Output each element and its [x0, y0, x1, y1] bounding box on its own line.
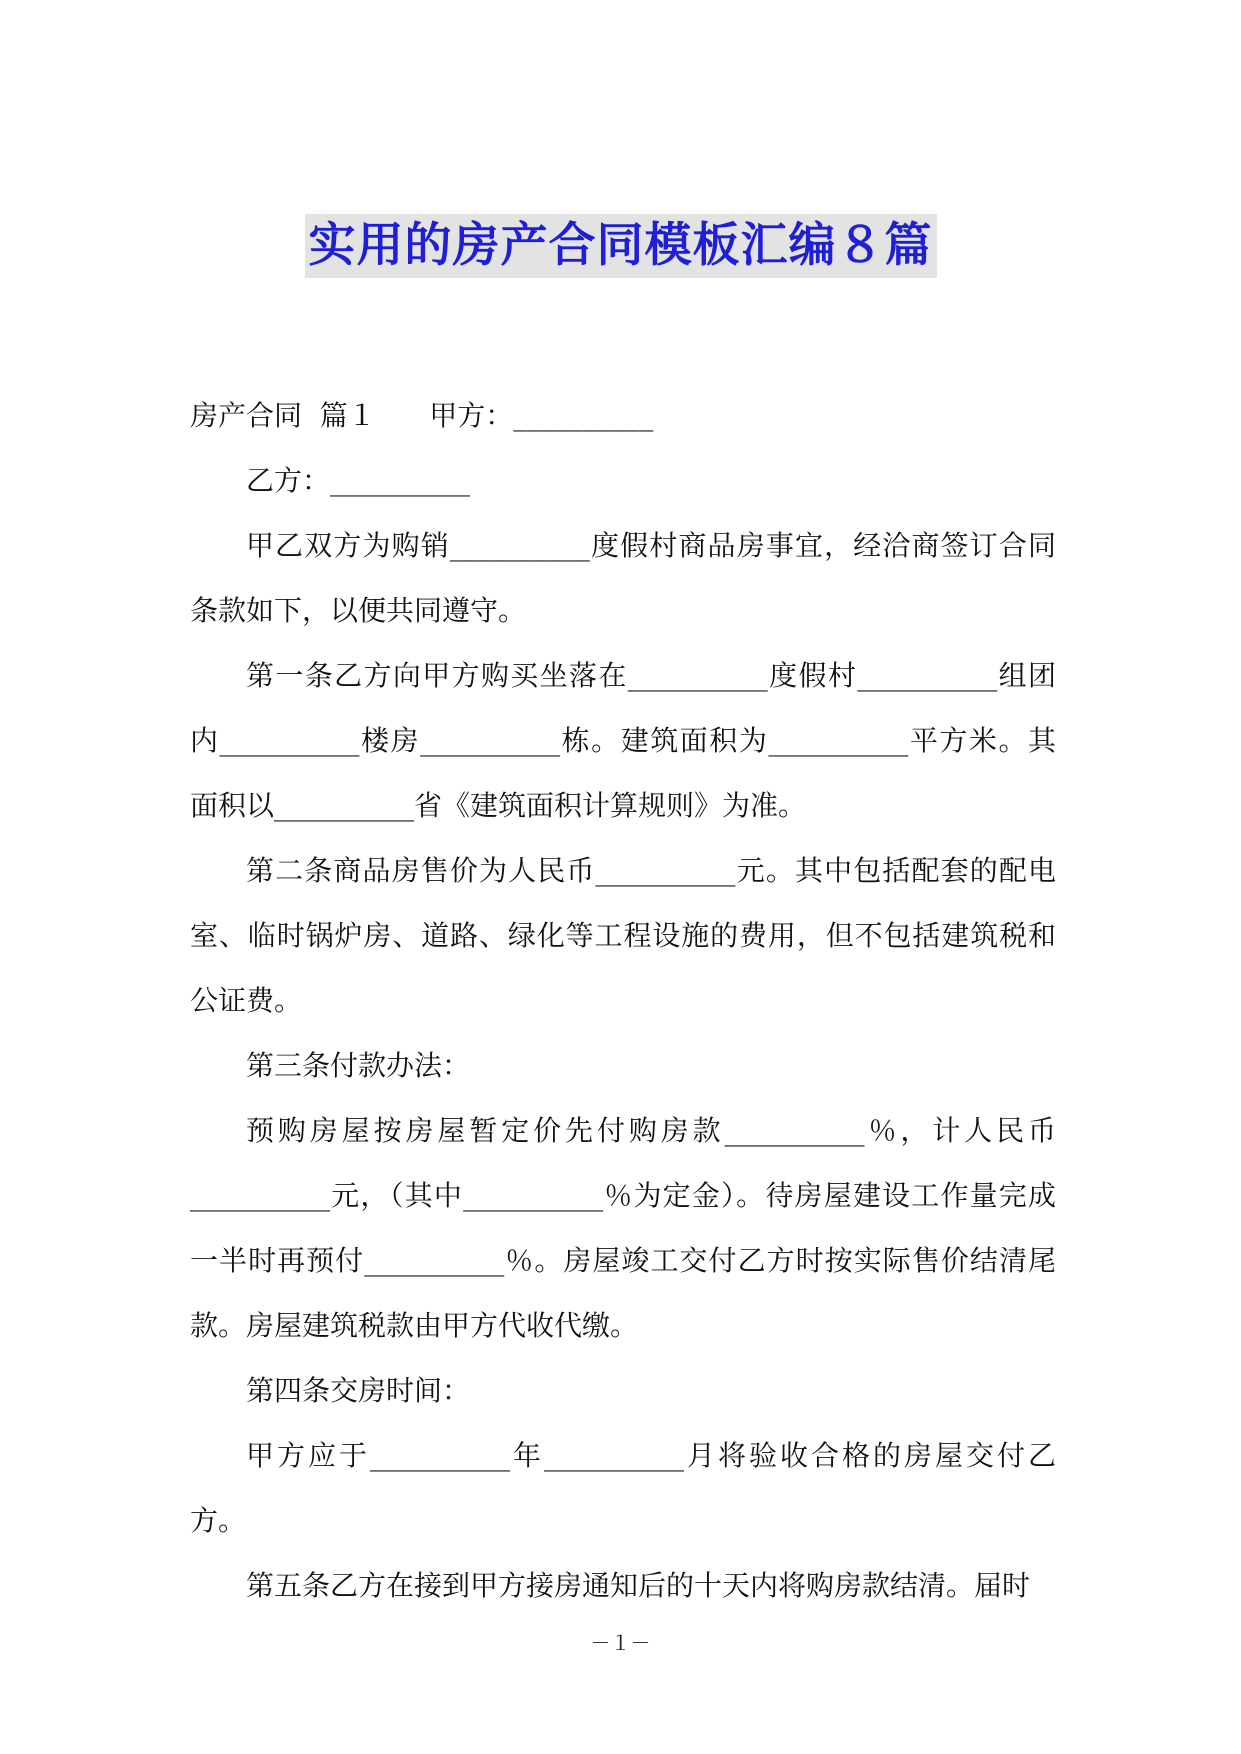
paragraph-article-5: 第五条乙方在接到甲方接房通知后的十天内将购房款结清。届时	[246, 1569, 1031, 1602]
paragraph-article-3-heading: 第三条付款办法：	[246, 1049, 471, 1082]
paragraph-header-party-a: 房产合同 篇１ 甲方：__________	[190, 399, 654, 432]
title-container	[0, 214, 1241, 278]
document-body	[190, 383, 1056, 1618]
paragraph-article-4-heading: 第四条交房时间：	[246, 1374, 471, 1407]
document-title: 实用的房产合同模板汇编８篇	[305, 214, 937, 278]
paragraph-intro: 甲乙双方为购销__________度假村商品房事宜，经洽商签订合同条款如下，以便共同遵守。	[190, 529, 1056, 627]
page-number: －１－	[590, 1631, 651, 1655]
paragraph-article-4-body: 甲方应于__________年__________月将验收合格的房屋交付乙方。	[190, 1439, 1056, 1537]
paragraph-party-b: 乙方：__________	[246, 464, 471, 497]
paragraph-article-1: 第一条乙方向甲方购买坐落在__________度假村__________组团内__________楼房__________栋。建筑面积为__________平方米。其面积以__________省《建筑面积计算规则》为准。	[190, 659, 1056, 822]
paragraph-article-3-body: 预购房屋按房屋暂定价先付购房款__________％，计人民币__________元，（其中__________％为定金）。待房屋建设工作量完成一半时再预付__________％。房屋竣工交付乙方时按实际售价结清尾款。房屋建筑税款由甲方代收代缴。	[190, 1114, 1056, 1342]
paragraph-article-2: 第二条商品房售价为人民币__________元。其中包括配套的配电室、临时锅炉房、道路、绿化等工程设施的费用，但不包括建筑税和公证费。	[190, 854, 1056, 1017]
